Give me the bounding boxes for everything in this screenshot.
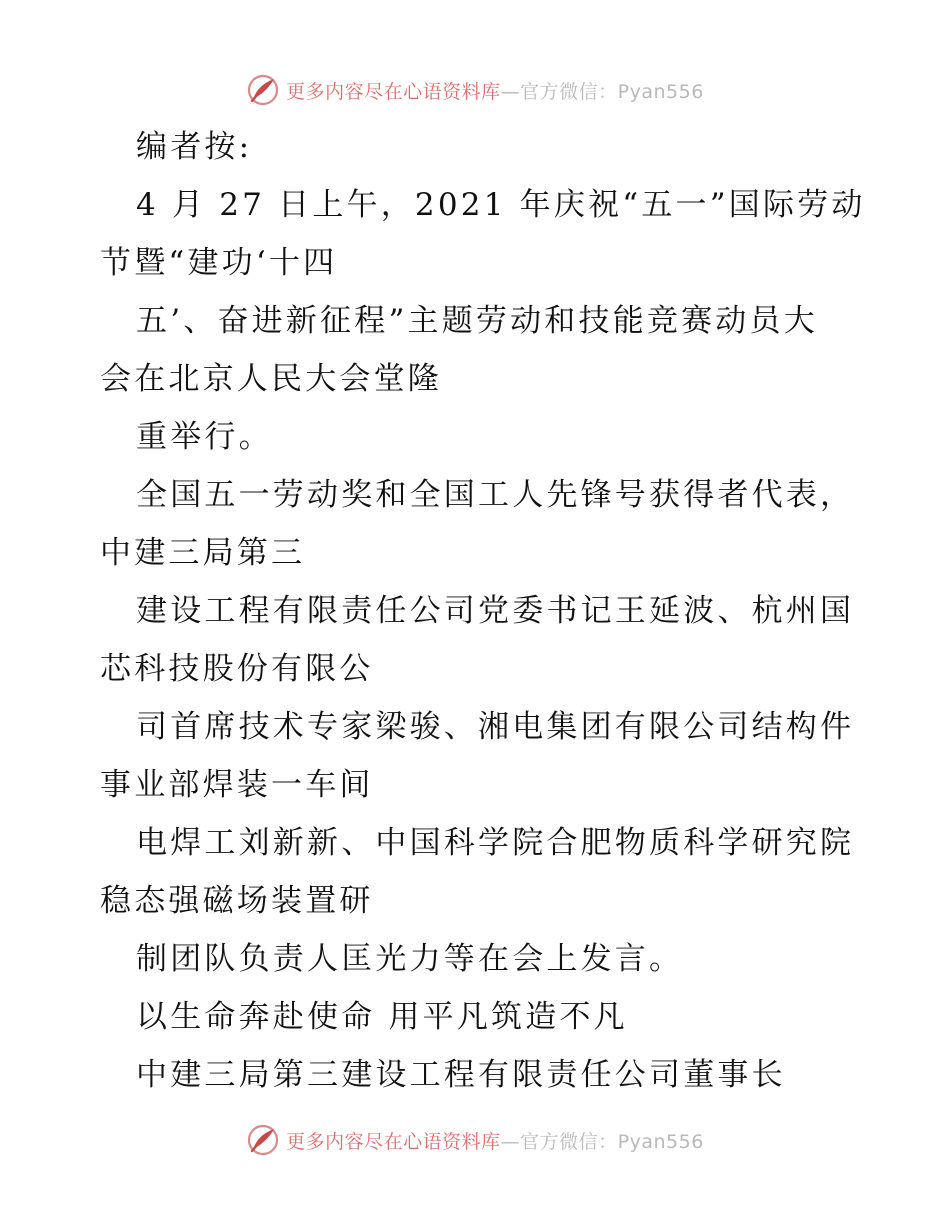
- text-line: 芯科技股份有限公: [100, 651, 374, 687]
- text-line: 节暨“建功‘十四: [100, 245, 338, 281]
- text-line: 编者按:: [136, 129, 253, 165]
- footer-watermark: [0, 1120, 950, 1160]
- text-line: 五’、奋进新征程”主题劳动和技能竞赛动员大: [136, 303, 818, 339]
- text-line: 稳态强磁场装置研: [100, 883, 374, 919]
- watermark-accent-text: 更多内容尽在心语资料库: [286, 80, 501, 103]
- footer-watermark-text: [286, 1127, 704, 1154]
- watermark-plain-text: —官方微信：Pyan556: [500, 1130, 704, 1153]
- watermark-accent-text: 更多内容尽在心语资料库: [286, 1130, 501, 1153]
- text-line: 司首席技术专家梁骏、湘电集团有限公司结构件: [136, 709, 855, 745]
- text-line: 制团队负责人匡光力等在会上发言。: [136, 941, 684, 977]
- pen-logo-icon: [246, 1123, 280, 1157]
- text-line: 重举行。: [136, 419, 273, 455]
- text-line: 全国五一劳动奖和全国工人先锋号获得者代表，: [136, 477, 855, 513]
- header-watermark-text: [286, 77, 704, 104]
- text-line: 电焊工刘新新、中国科学院合肥物质科学研究院: [136, 825, 855, 861]
- header-watermark: [0, 70, 950, 110]
- pen-logo-icon: [246, 73, 280, 107]
- text-line: 事业部焊装一车间: [100, 767, 374, 803]
- text-line: 4 月 27 日上午，2021 年庆祝“五一”国际劳动: [136, 187, 866, 223]
- text-line: 会在北京人民大会堂隆: [100, 361, 442, 397]
- text-line: 中建三局第三: [100, 535, 306, 571]
- document-body: [100, 118, 866, 1104]
- watermark-plain-text: —官方微信：Pyan556: [500, 80, 704, 103]
- text-line: 中建三局第三建设工程有限责任公司董事长: [136, 1057, 786, 1093]
- text-line: 建设工程有限责任公司党委书记王延波、杭州国: [136, 593, 855, 629]
- text-line: 以生命奔赴使命 用平凡筑造不凡: [136, 999, 628, 1035]
